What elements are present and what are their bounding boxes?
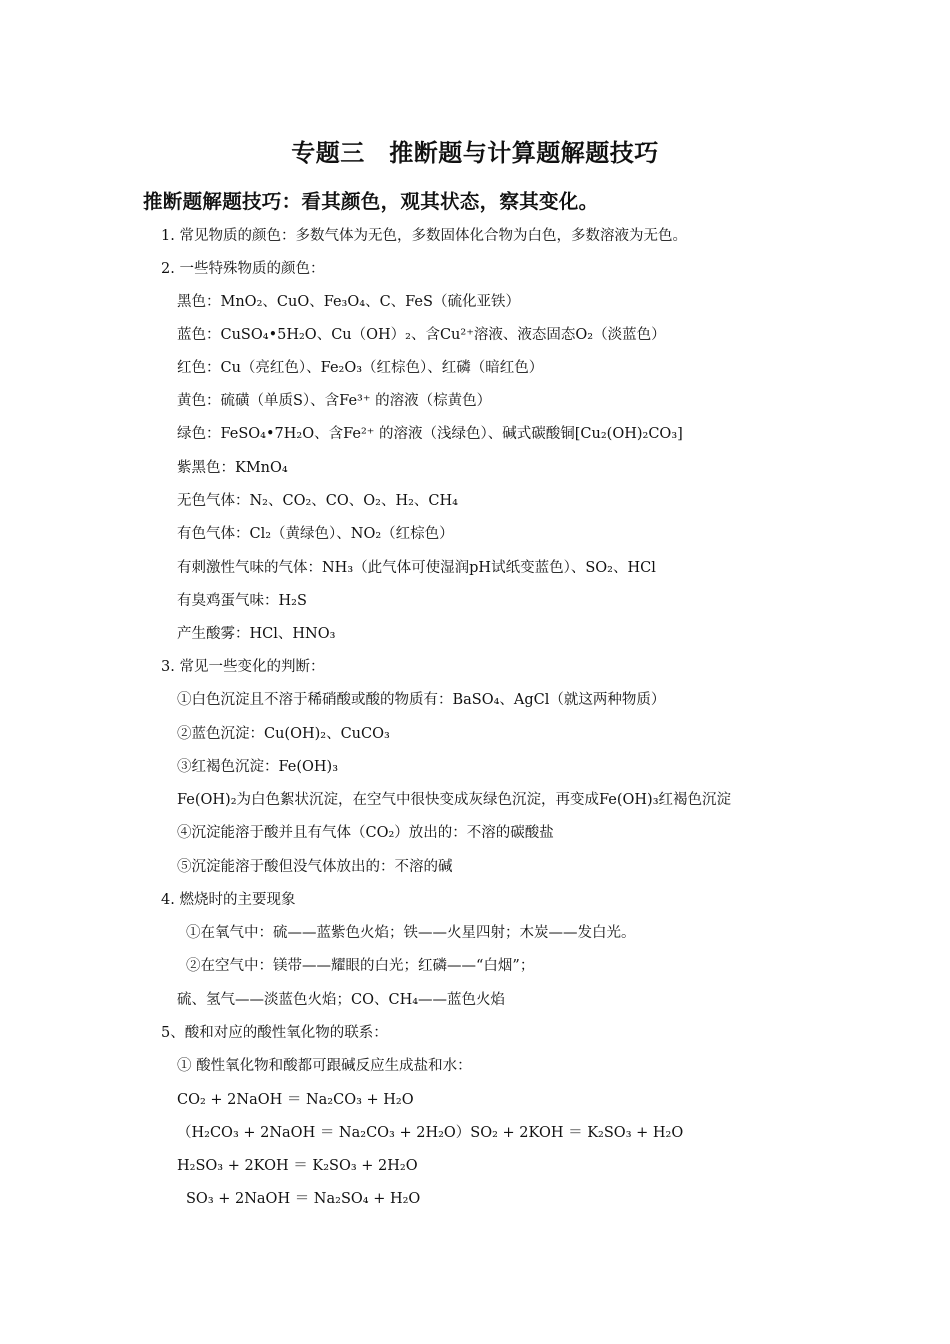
text-line: 1. 常见物质的颜色：多数气体为无色，多数固体化合物为白色，多数溶液为无色。 (161, 228, 687, 244)
text-line: 黄色：硫磺（单质S）、含Fe³⁺ 的溶液（棕黄色） (177, 393, 492, 409)
text-line: ① 酸性氧化物和酸都可跟碱反应生成盐和水： (177, 1058, 472, 1074)
text-line: 有臭鸡蛋气味：H₂S (177, 593, 307, 609)
text-line: ②在空气中：镁带——耀眼的白光；红磷——“白烟”； (186, 958, 535, 974)
page-title: 专题三 推断题与计算题解题技巧 (291, 139, 659, 167)
text-line: ①白色沉淀且不溶于稀硝酸或酸的物质有：BaSO₄、AgCl（就这两种物质） (177, 692, 666, 708)
text-line: 无色气体：N₂、CO₂、CO、O₂、H₂、CH₄ (177, 493, 458, 509)
text-line: 黑色：MnO₂、CuO、Fe₃O₄、C、FeS（硫化亚铁） (177, 294, 520, 310)
text-line: 3. 常见一些变化的判断： (161, 659, 325, 675)
text-line: 红色：Cu（亮红色）、Fe₂O₃（红棕色）、红磷（暗红色） (177, 360, 544, 376)
text-line: 硫、氢气——淡蓝色火焰；CO、CH₄——蓝色火焰 (177, 992, 506, 1008)
text-line: 5、酸和对应的酸性氧化物的联系： (161, 1025, 388, 1041)
text-line: SO₃ + 2NaOH ＝ Na₂SO₄ + H₂O (186, 1191, 421, 1207)
text-line: ⑤沉淀能溶于酸但没气体放出的：不溶的碱 (177, 859, 453, 875)
section-heading: 推断题解题技巧：看其颜色，观其状态，察其变化。 (143, 190, 599, 213)
text-line: 有色气体：Cl₂（黄绿色）、NO₂（红棕色） (177, 526, 454, 542)
text-line: 紫黑色：KMnO₄ (177, 460, 288, 476)
text-line: H₂SO₃ + 2KOH ＝ K₂SO₃ + 2H₂O (177, 1158, 418, 1174)
text-line: 产生酸雾：HCl、HNO₃ (177, 626, 336, 642)
text-line: 有刺激性气味的气体：NH₃（此气体可使湿润pH试纸变蓝色）、SO₂、HCl (177, 560, 656, 576)
text-line: CO₂ + 2NaOH ＝ Na₂CO₃ + H₂O (177, 1092, 414, 1108)
text-line: 蓝色：CuSO₄•5H₂O、Cu（OH）₂、含Cu²⁺溶液、液态固态O₂（淡蓝色） (177, 327, 666, 343)
text-line: ③红褐色沉淀：Fe(OH)₃ (177, 759, 339, 775)
text-line: ②蓝色沉淀：Cu(OH)₂、CuCO₃ (177, 726, 390, 742)
text-line: ①在氧气中：硫——蓝紫色火焰；铁——火星四射；木炭——发白光。 (186, 925, 636, 941)
text-line: 4. 燃烧时的主要现象 (161, 892, 296, 908)
text-line: Fe(OH)₂为白色絮状沉淀，在空气中很快变成灰绿色沉淀，再变成Fe(OH)₃红褐色沉淀 (177, 792, 732, 808)
text-line: 绿色：FeSO₄•7H₂O、含Fe²⁺ 的溶液（浅绿色）、碱式碳酸铜[Cu₂(OH)₂CO₃] (177, 426, 683, 442)
text-line: （H₂CO₃ + 2NaOH ＝ Na₂CO₃ + 2H₂O）SO₂ + 2KOH ＝ K₂SO₃ + H₂O (177, 1125, 684, 1141)
text-line: ④沉淀能溶于酸并且有气体（CO₂）放出的：不溶的碳酸盐 (177, 825, 554, 841)
text-line: 2. 一些特殊物质的颜色： (161, 261, 325, 277)
